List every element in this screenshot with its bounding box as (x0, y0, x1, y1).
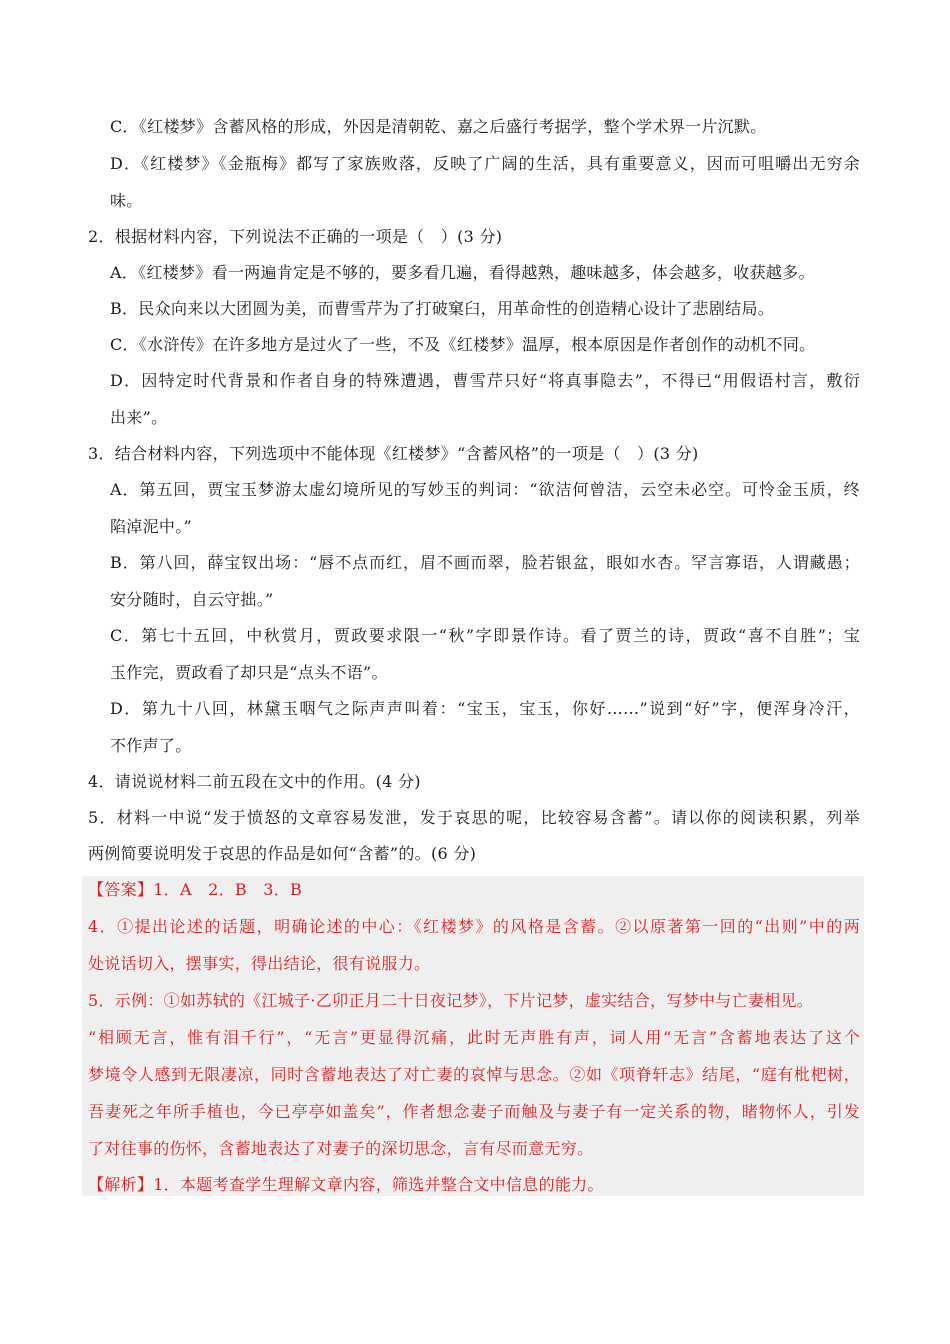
q2-option-c: C．《水浒传》在许多地方是过火了一些，不及《红楼梦》温厚，根本原因是作者创作的动机不同。 (110, 335, 816, 354)
q2-option-d-line1: D．因特定时代背景和作者自身的特殊遭遇，曹雪芹只好“将真事隐去”，不得已“用假语村言，敷衍 (110, 371, 860, 390)
q3-stem: 3．结合材料内容，下列选项中不能体现《红楼梦》“含蓄风格”的一项是（ ）(3 分) (88, 444, 699, 463)
answer-mc: 1．A 2．B 3．B (153, 880, 303, 899)
q5-stem-line1: 5．材料一中说“发于愤怒的文章容易发泄，发于哀思的呢，比较容易含蓄”。请以你的阅读积累，列举 (88, 808, 860, 827)
answer-5-line2: “相顾无言，惟有泪千行”，“无言”更显得沉痛，此时无声胜有声，词人用“无言”含蓄地表达了这个 (88, 1028, 860, 1047)
answer-4-line1: 4．①提出论述的话题，明确论述的中心：《红楼梦》的风格是含蓄。②以原著第一回的“出则”中的两 (88, 917, 860, 936)
answer-4-line2: 处说话切入，摆事实，得出结论，很有说服力。 (88, 954, 431, 973)
answer-5-line5: 了对往事的伤怀，含蓄地表达了对妻子的深切思念，言有尽而意无穷。 (88, 1139, 594, 1158)
q3-option-a-line1: A．第五回，贾宝玉梦游太虚幻境所见的写妙玉的判词：“欲洁何曾洁，云空未必空。可怜金玉质，终 (110, 480, 860, 499)
q1-option-c: C．《红楼梦》含蓄风格的形成，外因是清朝乾、嘉之后盛行考据学，整个学术界一片沉默。 (110, 117, 767, 136)
q1-option-d-line2: 味。 (110, 191, 143, 210)
q2-option-a: A．《红楼梦》看一两遍肯定是不够的，要多看几遍，看得越熟，趣味越多，体会越多，收获越多。 (110, 263, 815, 282)
analysis-line (88, 1174, 604, 1196)
analysis-tag: 【解析】 (88, 1175, 154, 1194)
q3-option-d-line2: 不作声了。 (110, 736, 192, 755)
q2-option-b: B．民众向来以大团圆为美，而曹雪芹为了打破窠臼，用革命性的创造精心设计了悲剧结局。 (110, 299, 775, 318)
q3-option-c-line1: C．第七十五回，中秋赏月，贾政要求限一“秋”字即景作诗。看了贾兰的诗，贾政“喜不自胜”；宝 (110, 626, 860, 645)
analysis-text: 1．本题考查学生理解文章内容，筛选并整合文中信息的能力。 (153, 1175, 604, 1194)
answer-5-line1: 5．示例：①如苏轼的《江城子·乙卯正月二十日夜记梦》，下片记梦，虚实结合，写梦中与亡妻相见。 (88, 991, 814, 1010)
answer-5-line4: 吾妻死之年所手植也，今已亭亭如盖矣”，作者想念妻子而触及与妻子有一定关系的物，睹物怀人，引发 (88, 1102, 860, 1121)
q1-option-d-line1: D．《红楼梦》《金瓶梅》都写了家族败落，反映了广阔的生活，具有重要意义，因而可咀嚼出无穷余 (110, 154, 860, 173)
answer-mc-line (88, 879, 302, 901)
answer-tag: 【答案】 (88, 880, 154, 899)
q3-option-b-line2: 安分随时，自云守拙。” (110, 590, 274, 609)
answer-5-line3: 梦境令人感到无限凄凉，同时含蓄地表达了对亡妻的哀悼与思念。②如《项脊轩志》结尾，“庭有枇杷树， (88, 1065, 860, 1084)
q4-stem: 4．请说说材料二前五段在文中的作用。(4 分) (88, 772, 421, 791)
q2-option-d-line2: 出来”。 (110, 408, 168, 427)
q3-option-a-line2: 陷淖泥中。” (110, 517, 192, 536)
q5-stem-line2: 两例简要说明发于哀思的作品是如何“含蓄”的。(6 分) (88, 844, 477, 863)
q3-option-b-line1: B．第八回，薛宝钗出场：“唇不点而红，眉不画而翠，脸若银盆，眼如水杏。罕言寡语，人谓藏愚； (110, 553, 860, 572)
q2-stem: 2．根据材料内容，下列说法不正确的一项是（ ）(3 分) (88, 227, 503, 246)
q3-option-d-line1: D．第九十八回，林黛玉咽气之际声声叫着：“宝玉，宝玉，你好……”说到“好”字，便浑身冷汗， (110, 699, 860, 718)
q3-option-c-line2: 玉作完，贾政看了却只是“点头不语”。 (110, 663, 388, 682)
